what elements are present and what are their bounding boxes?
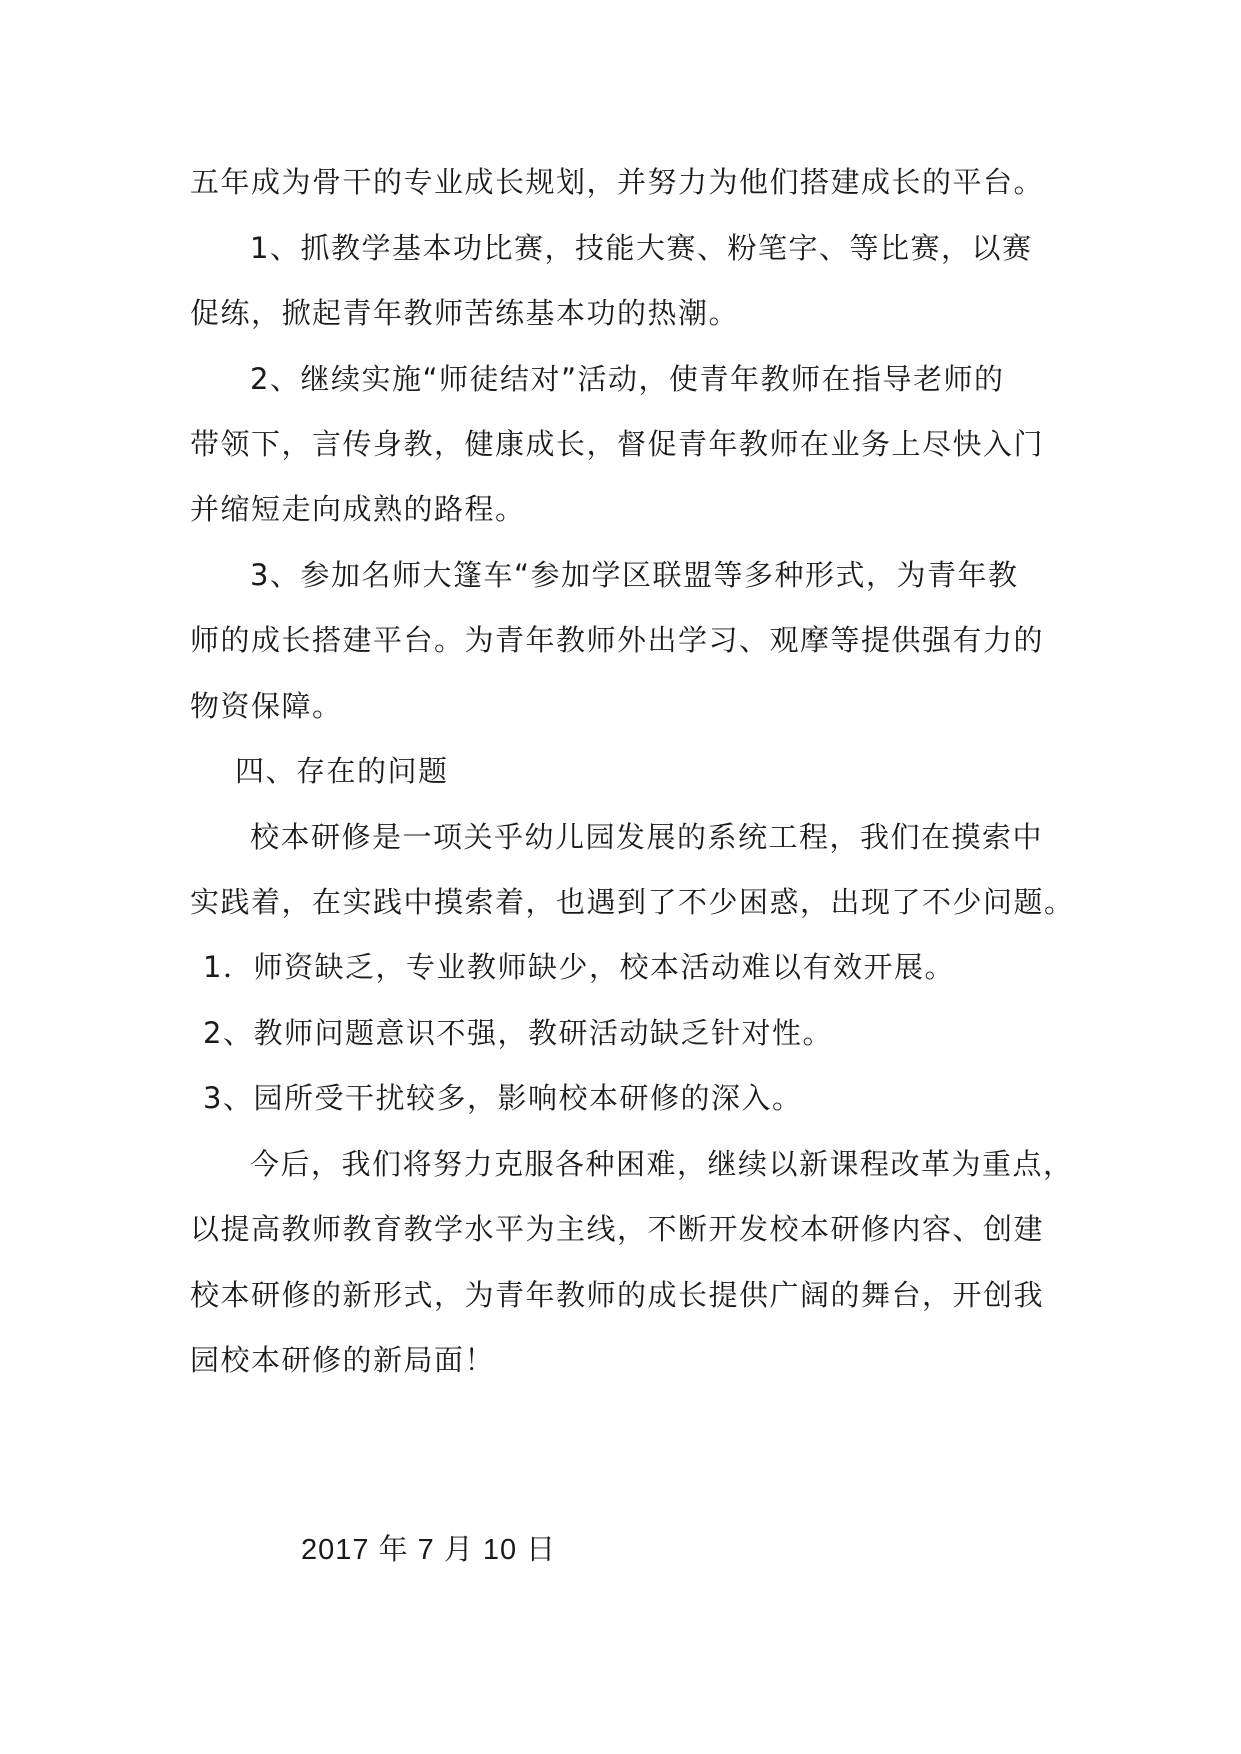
paragraph-line-2: 1、抓教学基本功比赛，技能大赛、粉笔字、等比赛，以赛 (250, 231, 1033, 265)
paragraph-line-5: 带领下，言传身教，健康成长，督促青年教师在业务上尽快入门 (190, 427, 1045, 461)
paragraph-line-19: 园校本研修的新局面！ (190, 1343, 496, 1377)
section-heading: 四、存在的问题 (235, 754, 449, 788)
paragraph-line-9: 物资保障。 (190, 689, 343, 723)
paragraph-line-16: 今后，我们将努力克服各种困难，继续以新课程改革为重点， (250, 1147, 1074, 1181)
document-date: 2017 年 7 月 10 日 (301, 1534, 557, 1566)
list-item-2: 2、教师问题意识不强，教研活动缺乏针对性。 (203, 1016, 833, 1050)
paragraph-line-17: 以提高教师教育教学水平为主线，不断开发校本研修内容、创建 (190, 1212, 1045, 1246)
paragraph-line-6: 并缩短走向成熟的路程。 (190, 492, 526, 526)
list-item-3: 3、园所受干扰较多，影响校本研修的深入。 (203, 1081, 803, 1115)
paragraph-line-7: 3、参加名师大篷车“参加学区联盟等多种形式，为青年教 (250, 558, 1019, 592)
paragraph-line-12: 实践着，在实践中摸索着，也遇到了不少困惑，出现了不少问题。 (190, 885, 1075, 919)
paragraph-line-11: 校本研修是一项关乎幼儿园发展的系统工程，我们在摸索中 (250, 820, 1044, 854)
paragraph-line-1: 五年成为骨干的专业成长规划，并努力为他们搭建成长的平台。 (190, 165, 1045, 199)
paragraph-line-3: 促练，掀起青年教师苦练基本功的热潮。 (190, 296, 740, 330)
paragraph-line-8: 师的成长搭建平台。为青年教师外出学习、观摩等提供强有力的 (190, 623, 1045, 657)
list-item-1: 1．师资缺乏，专业教师缺少，校本活动难以有效开展。 (203, 950, 955, 984)
paragraph-line-4: 2、继续实施“师徒结对”活动，使青年教师在指导老师的 (250, 362, 1005, 396)
paragraph-line-18: 校本研修的新形式，为青年教师的成长提供广阔的舞台，开创我 (190, 1278, 1045, 1312)
